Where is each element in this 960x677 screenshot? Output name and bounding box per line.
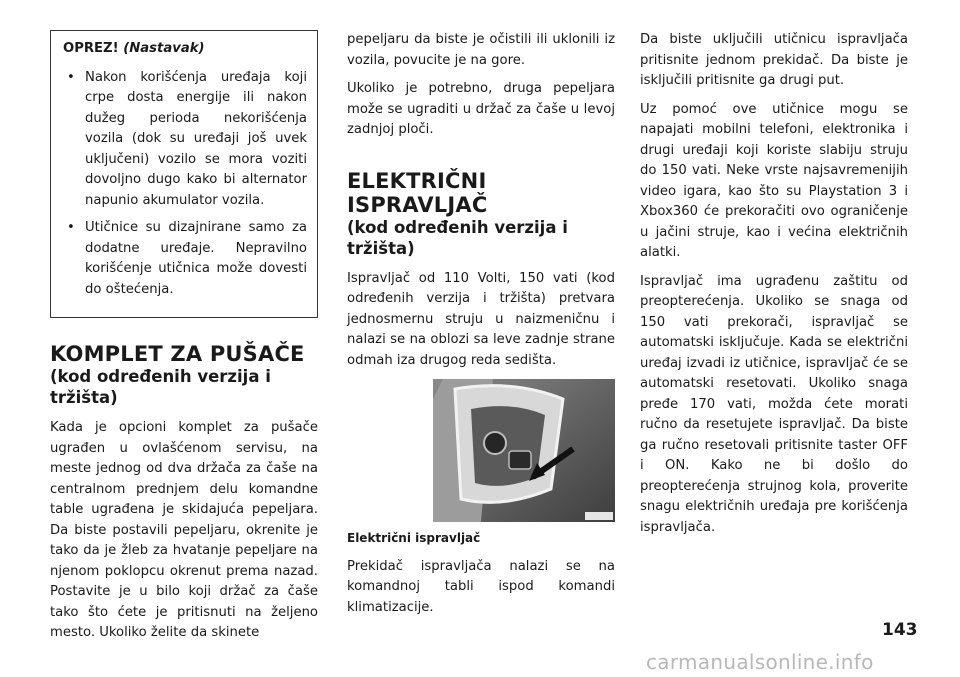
smokers-kit-continued: pepeljaru da biste je očistili ili uklonili iz vozila, povucite je na gore. — [347, 32, 615, 68]
inverter-photo — [433, 379, 615, 522]
section-subtitle-smokers-kit: (kod određenih verzija i tržišta) — [50, 367, 271, 407]
inverter-illustration — [433, 379, 615, 522]
column-middle — [347, 30, 615, 626]
smokers-kit-body: Kada je opcioni komplet za pušače ugrađen u ovlašćenom servisu, na meste jednog od dva držača za čaše na centralnom prednjem delu komandne table ugrađena je skidajuća pepeljara. Da biste postavili pepeljaru, okrenite je tako da je žleb za hvatanje pepeljare na njenom poklopcu okrenut prema nazad. Postavite je u bilo koji držač za čaše tako što ćete je pritisnuti na željeno mesto. Ukoliko želite da skinete — [50, 420, 318, 640]
section-title-smokers-kit: KOMPLET ZA PUŠAČE — [50, 342, 305, 366]
warning-item: • Nakon korišćenja uređaja koji crpe dosta energije ili nakon dužeg perioda nekorišćenja vozila (dok su uređaji još uvek uključeni) vozilo se mora voziti dovoljno dugo kako bi alternator napunio akumulator vozila. — [63, 68, 307, 212]
warning-title: OPREZ! — [63, 41, 119, 56]
warning-list — [63, 68, 307, 301]
figure-caption: Električni ispravljač — [347, 531, 481, 545]
section-title-inverter: ELEKTRIČNI ISPRAVLJAČ — [347, 168, 488, 217]
warning-box — [50, 30, 318, 318]
column-left — [50, 30, 318, 652]
inverter-para3: Da biste uključili utičnicu ispravljača pritisnite jednom prekidač. Da biste je isključili pritisnite ga drugi put. — [640, 32, 908, 88]
page-number: 143 — [882, 620, 918, 640]
section-subtitle-inverter: (kod određenih verzija i tržišta) — [347, 217, 568, 258]
inverter-para2: Prekidač ispravljača nalazi se na komandnoj tabli ispod komandi klimatizacije. — [347, 558, 615, 615]
warning-subtitle: (Nastavak) — [123, 41, 205, 56]
smokers-kit-para2: Ukoliko je potrebno, druga pepeljara može se ugraditi u držač za čaše u levoj zadnjoj ploči. — [347, 81, 615, 137]
inverter-para1: Ispravljač od 110 Volti, 150 vati (kod određenih verzija i tržišta) pretvara jednosmernu struju u naizmeničnu i nalazi se na oblozi sa leve zadnje strane odmah iza drugog reda sedišta. — [347, 270, 615, 368]
inverter-para5: Ispravljač ima ugrađenu zaštitu od preopterećenja. Ukoliko se snaga od 150 vati prekorači, ispravljač se automatski isključuje. Kada se električni uređaj izvadi iz utičnice, ispravljač će se automatski resetovati. Ukoliko snaga pređe 170 vati, možda ćete morati ručno da resetujete ispravljač. Da biste ga ručno resetovali pritisnite taster OFF i ON. Kako ne bi došlo do preopterećenja strujnog kola, proverite snagu električnih uređaja pre korišćenja ispravljača. — [640, 273, 908, 535]
column-right — [640, 30, 908, 546]
warning-item: • Utičnice su dizajnirane samo za dodatne uređaje. Nepravilno korišćenje utičnica može dovesti do oštećenja. — [63, 218, 307, 300]
watermark: carmanualsonline.info — [646, 650, 874, 674]
warning-heading — [63, 39, 307, 60]
inverter-para4: Uz pomoć ove utičnice mogu se napajati mobilni telefoni, elektronika i drugi uređaji koji koriste slabiju struju do 150 vati. Neke vrste najsavremenijih video igara, kao što su Playstation 3 i Xbox360 će prekoračiti ovo ograničenje u jačini struje, kao i većina električnih alatki. — [640, 101, 908, 260]
